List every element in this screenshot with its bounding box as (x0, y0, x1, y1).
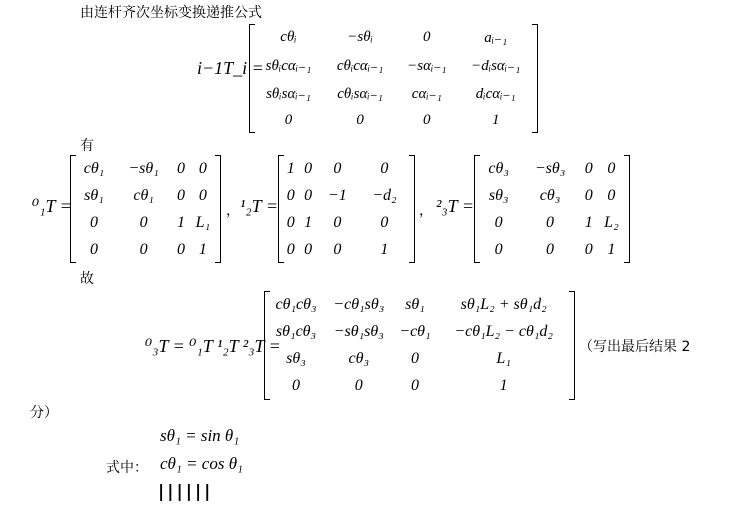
matrix-cell: sθ₁ (84, 186, 104, 204)
matrix-cell: 0 (89, 213, 98, 231)
matrix-cell: 0 (333, 240, 342, 258)
matrix-cell: −sαᵢ₋₁ (407, 58, 447, 75)
matrix-cell: 0 (584, 240, 593, 258)
matrix-cell: 0 (333, 159, 342, 177)
matrix-cell: 0 (177, 159, 186, 177)
matrix-cell: cθ₃ (488, 159, 509, 177)
t23-body (478, 155, 626, 263)
t23-label: ²₃T = (436, 196, 474, 216)
matrix-cell: 0 (584, 159, 593, 177)
matrix-cell: 0 (380, 159, 389, 177)
matrix-cell: 0 (356, 111, 364, 128)
t01-matrix (70, 155, 221, 263)
matrix-cell: aᵢ₋₁ (484, 30, 508, 47)
matrix-cell: cθ₃ (348, 350, 370, 368)
sin-definition: sθ₁ = sin θ₁ (160, 426, 240, 445)
separator-comma: ， (419, 203, 433, 219)
matrix-cell: −d₂ (372, 186, 397, 204)
matrix-cell: 0 (292, 377, 300, 395)
score-note: （写出最后结果 2 (579, 339, 691, 355)
t12-matrix (278, 155, 415, 263)
matrix-cell: 0 (494, 213, 503, 231)
matrix-cell: −cθ₁ (399, 322, 431, 340)
matrix-cell: 0 (177, 186, 186, 204)
matrix-cell: 0 (494, 240, 503, 258)
matrix-cell: cαᵢ₋₁ (411, 86, 442, 103)
matrix-cell: sθ₃ (488, 186, 509, 204)
matrix-cell: cθᵢ (280, 29, 297, 46)
matrix-cell: 1 (491, 111, 500, 128)
matrix-cell: −cθ₁L₂ − cθ₁d₂ (454, 322, 553, 340)
matrix-cell: 0 (304, 186, 313, 204)
matrix-cell: −cθ₁sθ₃ (333, 295, 385, 313)
matrix-cell: −1 (327, 186, 347, 204)
t01-label: ⁰₁T = (32, 196, 72, 216)
matrix-cell: 0 (284, 111, 293, 128)
matrix-cell: 1 (607, 240, 616, 258)
matrix-cell: 1 (286, 159, 295, 177)
general-matrix (249, 24, 538, 133)
matrix-cell: 0 (410, 350, 419, 368)
word-gu: 故 (80, 271, 94, 287)
cos-definition: cθ₁ = cos θ₁ (160, 454, 243, 473)
matrix-cell: 0 (286, 213, 295, 231)
t03-matrix (264, 291, 575, 400)
matrix-cell: 0 (89, 240, 98, 258)
matrix-cell: cθ₁cθ₃ (275, 295, 317, 313)
matrix-cell: 0 (584, 186, 593, 204)
matrix-cell: −sθ₁ (128, 159, 159, 177)
t03-label: ⁰₃T = ⁰₁T ¹₂T ²₃T = (145, 336, 281, 356)
t12-body (282, 155, 411, 263)
matrix-cell: 0 (423, 29, 431, 46)
word-you: 有 (80, 138, 94, 154)
matrix-cell: cθ₃ (539, 186, 561, 204)
matrix-cell: L₁ (195, 213, 211, 231)
matrix-cell: cθᵢcαᵢ₋₁ (336, 58, 384, 75)
matrix-cell: 0 (410, 377, 419, 395)
matrix-cell: sθ₁ (405, 295, 425, 313)
matrix-cell: cθᵢsαᵢ₋₁ (337, 86, 383, 103)
matrix-cell: 0 (354, 377, 363, 395)
matrix-cell: L₁ (496, 350, 511, 368)
t03-body (268, 291, 571, 400)
matrix-cell: 0 (139, 240, 148, 258)
matrix-cell: sθ₃ (286, 350, 306, 368)
matrix-cell: 0 (286, 186, 295, 204)
matrix-cell: 1 (584, 213, 593, 231)
matrix-cell: sθ₁L₂ + sθ₁d₂ (460, 295, 547, 313)
matrix-cell: 0 (380, 213, 389, 231)
trailing-marks: |||||| (156, 482, 212, 502)
matrix-cell: 0 (423, 111, 431, 128)
matrix-cell: −sθ₁sθ₃ (333, 322, 384, 340)
t01-body (74, 155, 217, 263)
matrix-cell: 0 (607, 186, 616, 204)
matrix-cell: 1 (198, 240, 207, 258)
score-note-end: 分） (30, 405, 58, 421)
matrix-cell: 0 (177, 240, 186, 258)
matrix-cell: cθ₁ (133, 186, 154, 204)
matrix-cell: 0 (333, 213, 342, 231)
matrix-cell: 0 (198, 186, 207, 204)
matrix-cell: 0 (546, 213, 555, 231)
matrix-cell: 0 (546, 240, 555, 258)
matrix-cell: 1 (499, 377, 508, 395)
matrix-cell: dᵢcαᵢ₋₁ (475, 86, 516, 103)
matrix-cell: sθᵢsαᵢ₋₁ (266, 86, 311, 103)
matrix-cell: 0 (198, 159, 207, 177)
matrix-cell: 1 (304, 213, 313, 231)
matrix-cell: 1 (380, 240, 389, 258)
matrix-cell: −dᵢsαᵢ₋₁ (471, 58, 521, 75)
general-matrix-label: i−1T_i = (197, 58, 264, 78)
matrix-cell: 1 (177, 213, 186, 231)
matrix-cell: cθ₁ (83, 159, 105, 177)
matrix-cell: −sθ₃ (534, 159, 566, 177)
matrix-cell: 0 (304, 159, 313, 177)
matrix-cell: 0 (286, 240, 295, 258)
matrix-cell: sθᵢcαᵢ₋₁ (265, 58, 312, 75)
matrix-cell: 0 (304, 240, 313, 258)
t12-label: ¹₂T = (240, 196, 278, 216)
t23-matrix (474, 155, 630, 263)
general-matrix-body (253, 24, 534, 133)
heading: 由连杆齐次坐标变换递推公式 (80, 5, 262, 21)
matrix-cell: 0 (139, 213, 148, 231)
matrix-cell: L₂ (604, 213, 619, 231)
where-label: 式中： (106, 460, 148, 476)
matrix-cell: sθ₁cθ₃ (275, 322, 317, 340)
matrix-cell: −sθᵢ (347, 29, 373, 46)
matrix-cell: 0 (607, 159, 616, 177)
separator-comma: ， (226, 203, 240, 219)
